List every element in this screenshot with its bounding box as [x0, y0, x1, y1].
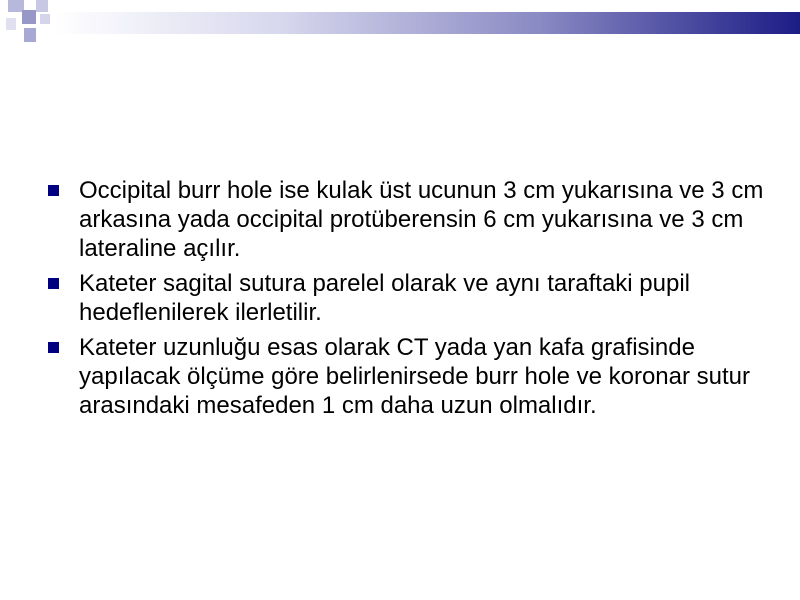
decorative-square [40, 14, 50, 24]
list-item [44, 333, 764, 420]
square-bullet-icon [48, 342, 59, 353]
bullet-text: Occipital burr hole ise kulak üst ucunun 3 cm yukarısına ve 3 cm arkasına yada occipital protüberensin 6 cm yukarısına ve 3 cm lateraline açılır. [79, 177, 764, 262]
decorative-square [36, 0, 48, 12]
bullet-text: Kateter sagital sutura parelel olarak ve aynı taraftaki pupil hedeflenilerek ilerletilir. [79, 270, 691, 326]
decorative-square [6, 18, 16, 30]
decorative-square [22, 10, 36, 24]
list-item [44, 269, 764, 327]
slide-body [44, 176, 764, 426]
square-bullet-icon [48, 278, 59, 289]
decorative-square [24, 28, 36, 42]
bullet-list [44, 176, 764, 420]
square-bullet-icon [48, 185, 59, 196]
bullet-text: Kateter uzunluğu esas olarak CT yada yan kafa grafisinde yapılacak ölçüme göre belirlenirsede burr hole ve koronar sutur arasındaki mesafeden 1 cm daha uzun olmalıdır. [79, 334, 751, 419]
list-item [44, 176, 764, 263]
header-gradient-bar [54, 12, 800, 34]
